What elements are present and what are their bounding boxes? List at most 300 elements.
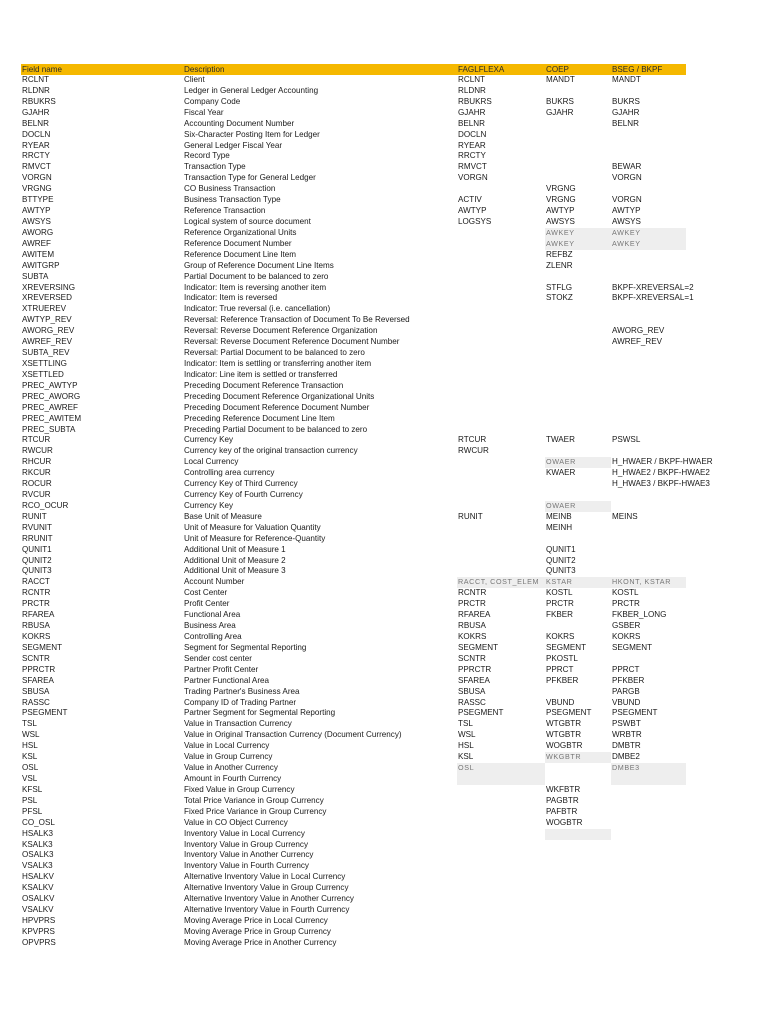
table-row (21, 184, 686, 195)
coep-cell: STFLG (546, 282, 573, 292)
description-cell: Value in Local Currency (184, 741, 270, 751)
table-row (21, 840, 686, 851)
description-cell: Reference Transaction (184, 206, 266, 216)
description-cell: Alternative Inventory Value in Group Currency (184, 883, 349, 893)
field-name-cell: QUNIT2 (22, 555, 52, 565)
bseg-bkpf-cell (611, 141, 686, 152)
bseg-bkpf-cell: PFKBER (612, 675, 645, 685)
coep-cell: AWKEY (545, 228, 611, 239)
coep-cell (545, 414, 611, 425)
field-name-cell: KFSL (22, 784, 43, 794)
description-cell: General Ledger Fiscal Year (184, 140, 283, 150)
table-row (21, 807, 686, 818)
bseg-bkpf-cell (611, 807, 686, 818)
table-row (21, 272, 686, 283)
description-cell: Logical system of source document (184, 216, 311, 226)
bseg-bkpf-cell: AWTYP (612, 206, 641, 216)
table-row (21, 435, 686, 446)
field-name-cell: BELNR (22, 118, 49, 128)
table-row (21, 217, 686, 228)
description-cell: Value in Group Currency (184, 752, 273, 762)
faglflexa-cell: PPRCTR (458, 664, 492, 674)
field-name-cell: KSL (22, 752, 38, 762)
field-name-cell: HPVPRS (22, 915, 56, 925)
bseg-bkpf-cell: VORGN (612, 173, 642, 183)
table-row (21, 861, 686, 872)
bseg-bkpf-cell (611, 654, 686, 665)
table-row (21, 425, 686, 436)
description-cell: Additional Unit of Measure 2 (184, 555, 286, 565)
table-row (21, 632, 686, 643)
table-row (21, 141, 686, 152)
bseg-bkpf-cell (611, 818, 686, 829)
field-name-cell: SCNTR (22, 653, 50, 663)
description-cell: Account Number (184, 577, 245, 587)
coep-cell (545, 403, 611, 414)
description-cell: Segment for Segmental Reporting (184, 642, 307, 652)
description-cell: Reference Document Number (184, 238, 292, 248)
table-row (21, 588, 686, 599)
field-name-cell: PSL (22, 795, 38, 805)
description-cell: Group of Reference Document Line Items (184, 260, 334, 270)
faglflexa-cell: PSEGMENT (458, 708, 504, 718)
description-cell: Ledger in General Ledger Accounting (184, 85, 319, 95)
description-cell: CO Business Transaction (184, 184, 276, 194)
table-row (21, 741, 686, 752)
bseg-bkpf-cell: BUKRS (612, 96, 640, 106)
table-row (21, 348, 686, 359)
field-name-cell: SEGMENT (22, 642, 63, 652)
table-row (21, 763, 686, 774)
coep-cell (545, 872, 611, 883)
field-name-cell: VRGNG (22, 184, 52, 194)
field-name-cell: KOKRS (22, 632, 51, 642)
table-row (21, 282, 694, 294)
bseg-bkpf-cell: AWKEY (611, 228, 686, 239)
bseg-bkpf-cell (611, 894, 686, 905)
field-name-cell: RTCUR (22, 435, 51, 445)
bseg-bkpf-cell (611, 130, 686, 141)
field-name-cell: AWREF_REV (22, 337, 73, 347)
description-cell: Alternative Inventory Value in Another Currency (184, 894, 354, 904)
table-row (21, 446, 686, 457)
table-row (21, 654, 686, 665)
description-cell: Indicator: Line item is settled or transferred (184, 369, 338, 379)
coep-cell (545, 425, 611, 436)
description-cell: Accounting Document Number (184, 118, 295, 128)
coep-cell: PSEGMENT (546, 708, 592, 718)
field-name-cell: PSEGMENT (22, 708, 68, 718)
bseg-bkpf-cell: PSWSL (612, 435, 641, 445)
field-name-cell: KSALKV (22, 883, 54, 893)
bseg-bkpf-cell: BELNR (612, 118, 639, 128)
table-row (21, 119, 686, 130)
bseg-bkpf-cell (611, 872, 686, 883)
faglflexa-cell: AWTYP (458, 206, 487, 216)
field-name-cell: PREC_AWTYP (22, 380, 78, 390)
description-cell: Partner Profit Center (184, 664, 259, 674)
faglflexa-cell (457, 468, 545, 479)
coep-cell: REFBZ (546, 249, 573, 259)
field-name-cell: VSALKV (22, 905, 54, 915)
field-name-cell: HSALKV (22, 872, 54, 882)
bseg-bkpf-cell (611, 850, 686, 861)
field-name-cell: RWCUR (22, 446, 53, 456)
table-row (21, 293, 694, 304)
faglflexa-cell (457, 785, 545, 796)
table-row (21, 687, 686, 698)
description-cell: Moving Average Price in Another Currency (184, 937, 337, 947)
description-cell: Indicator: True reversal (i.e. cancellation) (184, 304, 331, 314)
faglflexa-cell (457, 566, 545, 577)
coep-cell (545, 916, 611, 927)
table-row (21, 719, 686, 730)
coep-cell: STOKZ (546, 293, 573, 303)
coep-cell (545, 938, 611, 949)
faglflexa-cell: RLDNR (458, 85, 486, 95)
faglflexa-cell (457, 381, 545, 392)
field-name-cell: HSL (22, 741, 38, 751)
bseg-bkpf-cell: H_HWAE3 / BKPF-HWAE3 (612, 479, 710, 489)
field-name-cell: RKCUR (22, 468, 51, 478)
description-cell: Controlling area currency (184, 468, 275, 478)
description-cell: Currency key of the original transaction currency (184, 446, 358, 456)
bseg-bkpf-cell: PPRCT (612, 664, 640, 674)
faglflexa-cell: RCLNT (458, 75, 485, 84)
bseg-bkpf-cell: PSEGMENT (612, 708, 658, 718)
faglflexa-cell (457, 457, 545, 468)
table-row (21, 730, 686, 741)
bseg-bkpf-cell: H_HWAE2 / BKPF-HWAE2 (612, 468, 710, 478)
bseg-bkpf-cell: DMBE2 (612, 752, 640, 762)
coep-cell: GJAHR (546, 107, 574, 117)
coep-cell: TWAER (546, 435, 575, 445)
bseg-bkpf-cell (611, 414, 686, 425)
table-row (21, 468, 710, 479)
faglflexa-cell (457, 250, 545, 261)
table-row (21, 534, 686, 545)
table-row (21, 818, 686, 829)
field-name-cell: VSALK3 (22, 861, 53, 871)
bseg-bkpf-cell: KOSTL (612, 588, 639, 598)
description-cell: Reversal: Partial Document to be balanced to zero (184, 348, 365, 358)
bseg-bkpf-cell (611, 184, 686, 195)
faglflexa-cell (457, 774, 545, 785)
bseg-bkpf-cell (611, 315, 686, 326)
bseg-bkpf-cell (611, 829, 686, 840)
description-cell: Inventory Value in Fourth Currency (184, 861, 309, 871)
table-row (21, 621, 686, 632)
coep-cell: ZLENR (546, 260, 573, 270)
faglflexa-cell (457, 304, 545, 315)
coep-cell: PFKBER (546, 675, 579, 685)
coep-cell (545, 479, 611, 490)
description-cell: Company ID of Trading Partner (184, 697, 297, 707)
table-row (21, 785, 686, 796)
faglflexa-cell (457, 556, 545, 567)
field-name-cell: XTRUEREV (22, 304, 67, 314)
table-row (21, 894, 686, 905)
table-row (21, 512, 686, 523)
bseg-bkpf-cell: GJAHR (612, 107, 640, 117)
field-name-cell: DOCLN (22, 129, 51, 139)
table-row (21, 228, 686, 239)
faglflexa-cell (457, 883, 545, 894)
coep-cell: KOKRS (546, 632, 575, 642)
description-cell: Currency Key (184, 435, 234, 445)
bseg-bkpf-cell (611, 446, 686, 457)
table-row (21, 927, 686, 938)
coep-cell: KOSTL (546, 588, 573, 598)
description-cell: Partner Functional Area (184, 675, 270, 685)
field-name-cell: AWTYP_REV (22, 315, 72, 325)
coep-cell (545, 119, 611, 130)
description-cell: Total Price Variance in Group Currency (184, 795, 324, 805)
coep-cell (545, 534, 611, 545)
coep-cell (545, 829, 611, 840)
description-cell: Value in Original Transaction Currency (Document Currency) (184, 730, 402, 740)
header-bseg-bkpf: BSEG / BKPF (612, 65, 663, 74)
table-row (21, 665, 686, 676)
table-row (21, 239, 686, 250)
table-row (21, 250, 686, 261)
bseg-bkpf-cell: VORGN (612, 195, 642, 205)
field-name-cell: AWORG (22, 227, 54, 237)
field-name-cell: CO_OSL (22, 817, 55, 827)
faglflexa-cell (457, 796, 545, 807)
coep-cell (545, 763, 611, 774)
field-name-cell: RBUKRS (22, 96, 56, 106)
faglflexa-cell (457, 228, 545, 239)
table-row (21, 130, 686, 141)
field-name-cell: VSL (22, 774, 38, 783)
faglflexa-cell: OSL (457, 763, 545, 774)
faglflexa-cell (457, 370, 545, 381)
coep-cell: AWKEY (545, 239, 611, 250)
table-row (21, 643, 686, 654)
bseg-bkpf-cell (611, 905, 686, 916)
field-name-cell: PREC_AWORG (22, 391, 81, 401)
description-cell: Preceding Reference Document Line Item (184, 413, 335, 423)
faglflexa-cell (457, 829, 545, 840)
table-row (21, 545, 686, 556)
faglflexa-cell (457, 490, 545, 501)
bseg-bkpf-cell (611, 425, 686, 436)
description-cell: Value in Transaction Currency (184, 719, 292, 729)
field-name-cell: RACCT (22, 577, 50, 587)
faglflexa-cell (457, 326, 545, 337)
description-cell: Preceding Document Reference Document Number (184, 402, 370, 412)
coep-cell (545, 304, 611, 315)
coep-cell: VBUND (546, 697, 575, 707)
field-name-cell: SFAREA (22, 675, 54, 685)
faglflexa-cell (457, 905, 545, 916)
faglflexa-cell (457, 927, 545, 938)
faglflexa-cell (457, 272, 545, 283)
field-name-cell: ROCUR (22, 479, 52, 489)
description-cell: Currency Key (184, 500, 234, 510)
table-row (21, 523, 686, 534)
faglflexa-cell (457, 239, 545, 250)
faglflexa-cell (457, 501, 545, 512)
bseg-bkpf-cell: AWKEY (611, 239, 686, 250)
bseg-bkpf-cell (611, 796, 686, 807)
faglflexa-cell (457, 545, 545, 556)
description-cell: Reversal: Reference Transaction of Document To Be Reversed (184, 315, 410, 325)
description-cell: Moving Average Price in Group Currency (184, 926, 331, 936)
bseg-bkpf-cell (611, 86, 686, 97)
bseg-bkpf-cell (611, 545, 686, 556)
table-row (21, 337, 686, 348)
faglflexa-cell (457, 414, 545, 425)
description-cell: Value in CO Object Currency (184, 817, 288, 827)
faglflexa-cell: RTCUR (458, 435, 487, 445)
table-row (21, 577, 686, 588)
field-name-cell: HSALK3 (22, 828, 54, 838)
faglflexa-cell: RMVCT (458, 162, 487, 172)
coep-cell (545, 272, 611, 283)
coep-cell: PAFBTR (546, 806, 578, 816)
table-row (21, 86, 686, 97)
bseg-bkpf-cell: FKBER_LONG (612, 610, 667, 620)
bseg-bkpf-cell (611, 392, 686, 403)
faglflexa-cell (457, 479, 545, 490)
faglflexa-cell: SEGMENT (458, 642, 499, 652)
bseg-bkpf-cell (611, 916, 686, 927)
faglflexa-cell (457, 425, 545, 436)
field-name-cell: OSALK3 (22, 850, 54, 860)
coep-cell: WOGBTR (546, 817, 583, 827)
field-name-cell: RRCTY (22, 151, 50, 161)
description-cell: Sender cost center (184, 653, 252, 663)
table-row (21, 162, 686, 173)
table-row (21, 610, 686, 621)
faglflexa-cell (457, 359, 545, 370)
description-cell: Amount in Fourth Currency (184, 774, 282, 783)
faglflexa-cell: BELNR (458, 118, 485, 128)
coep-cell (545, 381, 611, 392)
bseg-bkpf-cell: BKPF-XREVERSAL=1 (612, 293, 694, 303)
field-name-cell: XREVERSED (22, 293, 72, 303)
faglflexa-cell: RYEAR (458, 140, 486, 150)
field-name-cell: RCO_OCUR (22, 500, 69, 510)
table-row (21, 501, 686, 512)
bseg-bkpf-cell: DMBE3 (611, 763, 686, 774)
faglflexa-cell: RFAREA (458, 610, 491, 620)
description-cell: Cost Center (184, 588, 228, 598)
faglflexa-cell (457, 392, 545, 403)
header-coep: COEP (546, 65, 569, 74)
field-name-cell: RYEAR (22, 140, 50, 150)
table-row (21, 796, 686, 807)
field-name-cell: PREC_AWREF (22, 402, 78, 412)
table-body (21, 75, 713, 949)
coep-cell: OWAER (545, 457, 611, 468)
coep-cell (545, 141, 611, 152)
table-row (21, 774, 686, 785)
description-cell: Unit of Measure for Valuation Quantity (184, 522, 321, 532)
faglflexa-cell (457, 337, 545, 348)
table-row (21, 698, 686, 709)
coep-cell (545, 130, 611, 141)
description-cell: Record Type (184, 151, 230, 161)
field-name-cell: PREC_AWITEM (22, 413, 82, 423)
bseg-bkpf-cell: WRBTR (612, 730, 642, 740)
coep-cell: VRGNG (546, 195, 576, 205)
bseg-bkpf-cell (611, 774, 686, 785)
description-cell: Partial Document to be balanced to zero (184, 271, 329, 281)
table-row (21, 414, 686, 425)
field-name-cell: AWITEM (22, 249, 55, 259)
coep-cell (545, 348, 611, 359)
description-cell: Base Unit of Measure (184, 511, 262, 521)
bseg-bkpf-cell: BKPF-XREVERSAL=2 (612, 282, 694, 292)
description-cell: Transaction Type (184, 162, 246, 172)
field-name-cell: QUNIT1 (22, 544, 52, 554)
table-row (21, 359, 686, 370)
description-cell: Currency Key of Third Currency (184, 479, 298, 489)
faglflexa-cell: RBUSA (458, 621, 486, 631)
description-cell: Business Transaction Type (184, 195, 281, 205)
coep-cell: QUNIT1 (546, 544, 576, 554)
field-name-cell: GJAHR (22, 107, 50, 117)
description-cell: Business Area (184, 621, 236, 631)
faglflexa-cell: SCNTR (458, 653, 486, 663)
coep-cell: MEINH (546, 522, 573, 532)
coep-cell (545, 392, 611, 403)
field-name-cell: AWITGRP (22, 260, 60, 270)
bseg-bkpf-cell (611, 250, 686, 261)
bseg-bkpf-cell (611, 534, 686, 545)
table-row (21, 872, 686, 883)
field-name-cell: VORGN (22, 173, 52, 183)
coep-cell (545, 315, 611, 326)
description-cell: Profit Center (184, 599, 230, 609)
bseg-bkpf-cell (611, 348, 686, 359)
bseg-bkpf-cell (611, 304, 686, 315)
faglflexa-cell (457, 872, 545, 883)
coep-cell: OWAER (545, 501, 611, 512)
coep-cell: AWSYS (546, 216, 575, 226)
coep-cell (545, 621, 611, 632)
coep-cell: BUKRS (546, 96, 574, 106)
table-row (21, 97, 686, 108)
bseg-bkpf-cell: AWORG_REV (612, 326, 665, 336)
coep-cell (545, 687, 611, 698)
bseg-bkpf-cell: H_HWAER / BKPF-HWAER (612, 457, 713, 467)
field-name-cell: RBUSA (22, 621, 50, 631)
coep-cell (545, 850, 611, 861)
bseg-bkpf-cell: VBUND (612, 697, 641, 707)
description-cell: Fixed Value in Group Currency (184, 784, 295, 794)
table-row (21, 75, 686, 86)
field-name-cell: PFSL (22, 806, 43, 816)
faglflexa-cell (457, 261, 545, 272)
coep-cell (545, 883, 611, 894)
faglflexa-cell: RCNTR (458, 588, 487, 598)
faglflexa-cell: RASSC (458, 697, 486, 707)
faglflexa-cell: RACCT, COST_ELEM (457, 577, 545, 588)
field-name-cell: PREC_SUBTA (22, 424, 76, 434)
table-row (21, 108, 686, 119)
bseg-bkpf-cell: AWSYS (612, 216, 641, 226)
header-faglflexa: FAGLFLEXA (458, 65, 505, 74)
coep-cell: PKOSTL (546, 653, 578, 663)
field-name-cell: RCNTR (22, 588, 51, 598)
field-name-cell: RVCUR (22, 490, 51, 500)
faglflexa-cell: HSL (458, 741, 474, 751)
bseg-bkpf-cell (611, 861, 686, 872)
